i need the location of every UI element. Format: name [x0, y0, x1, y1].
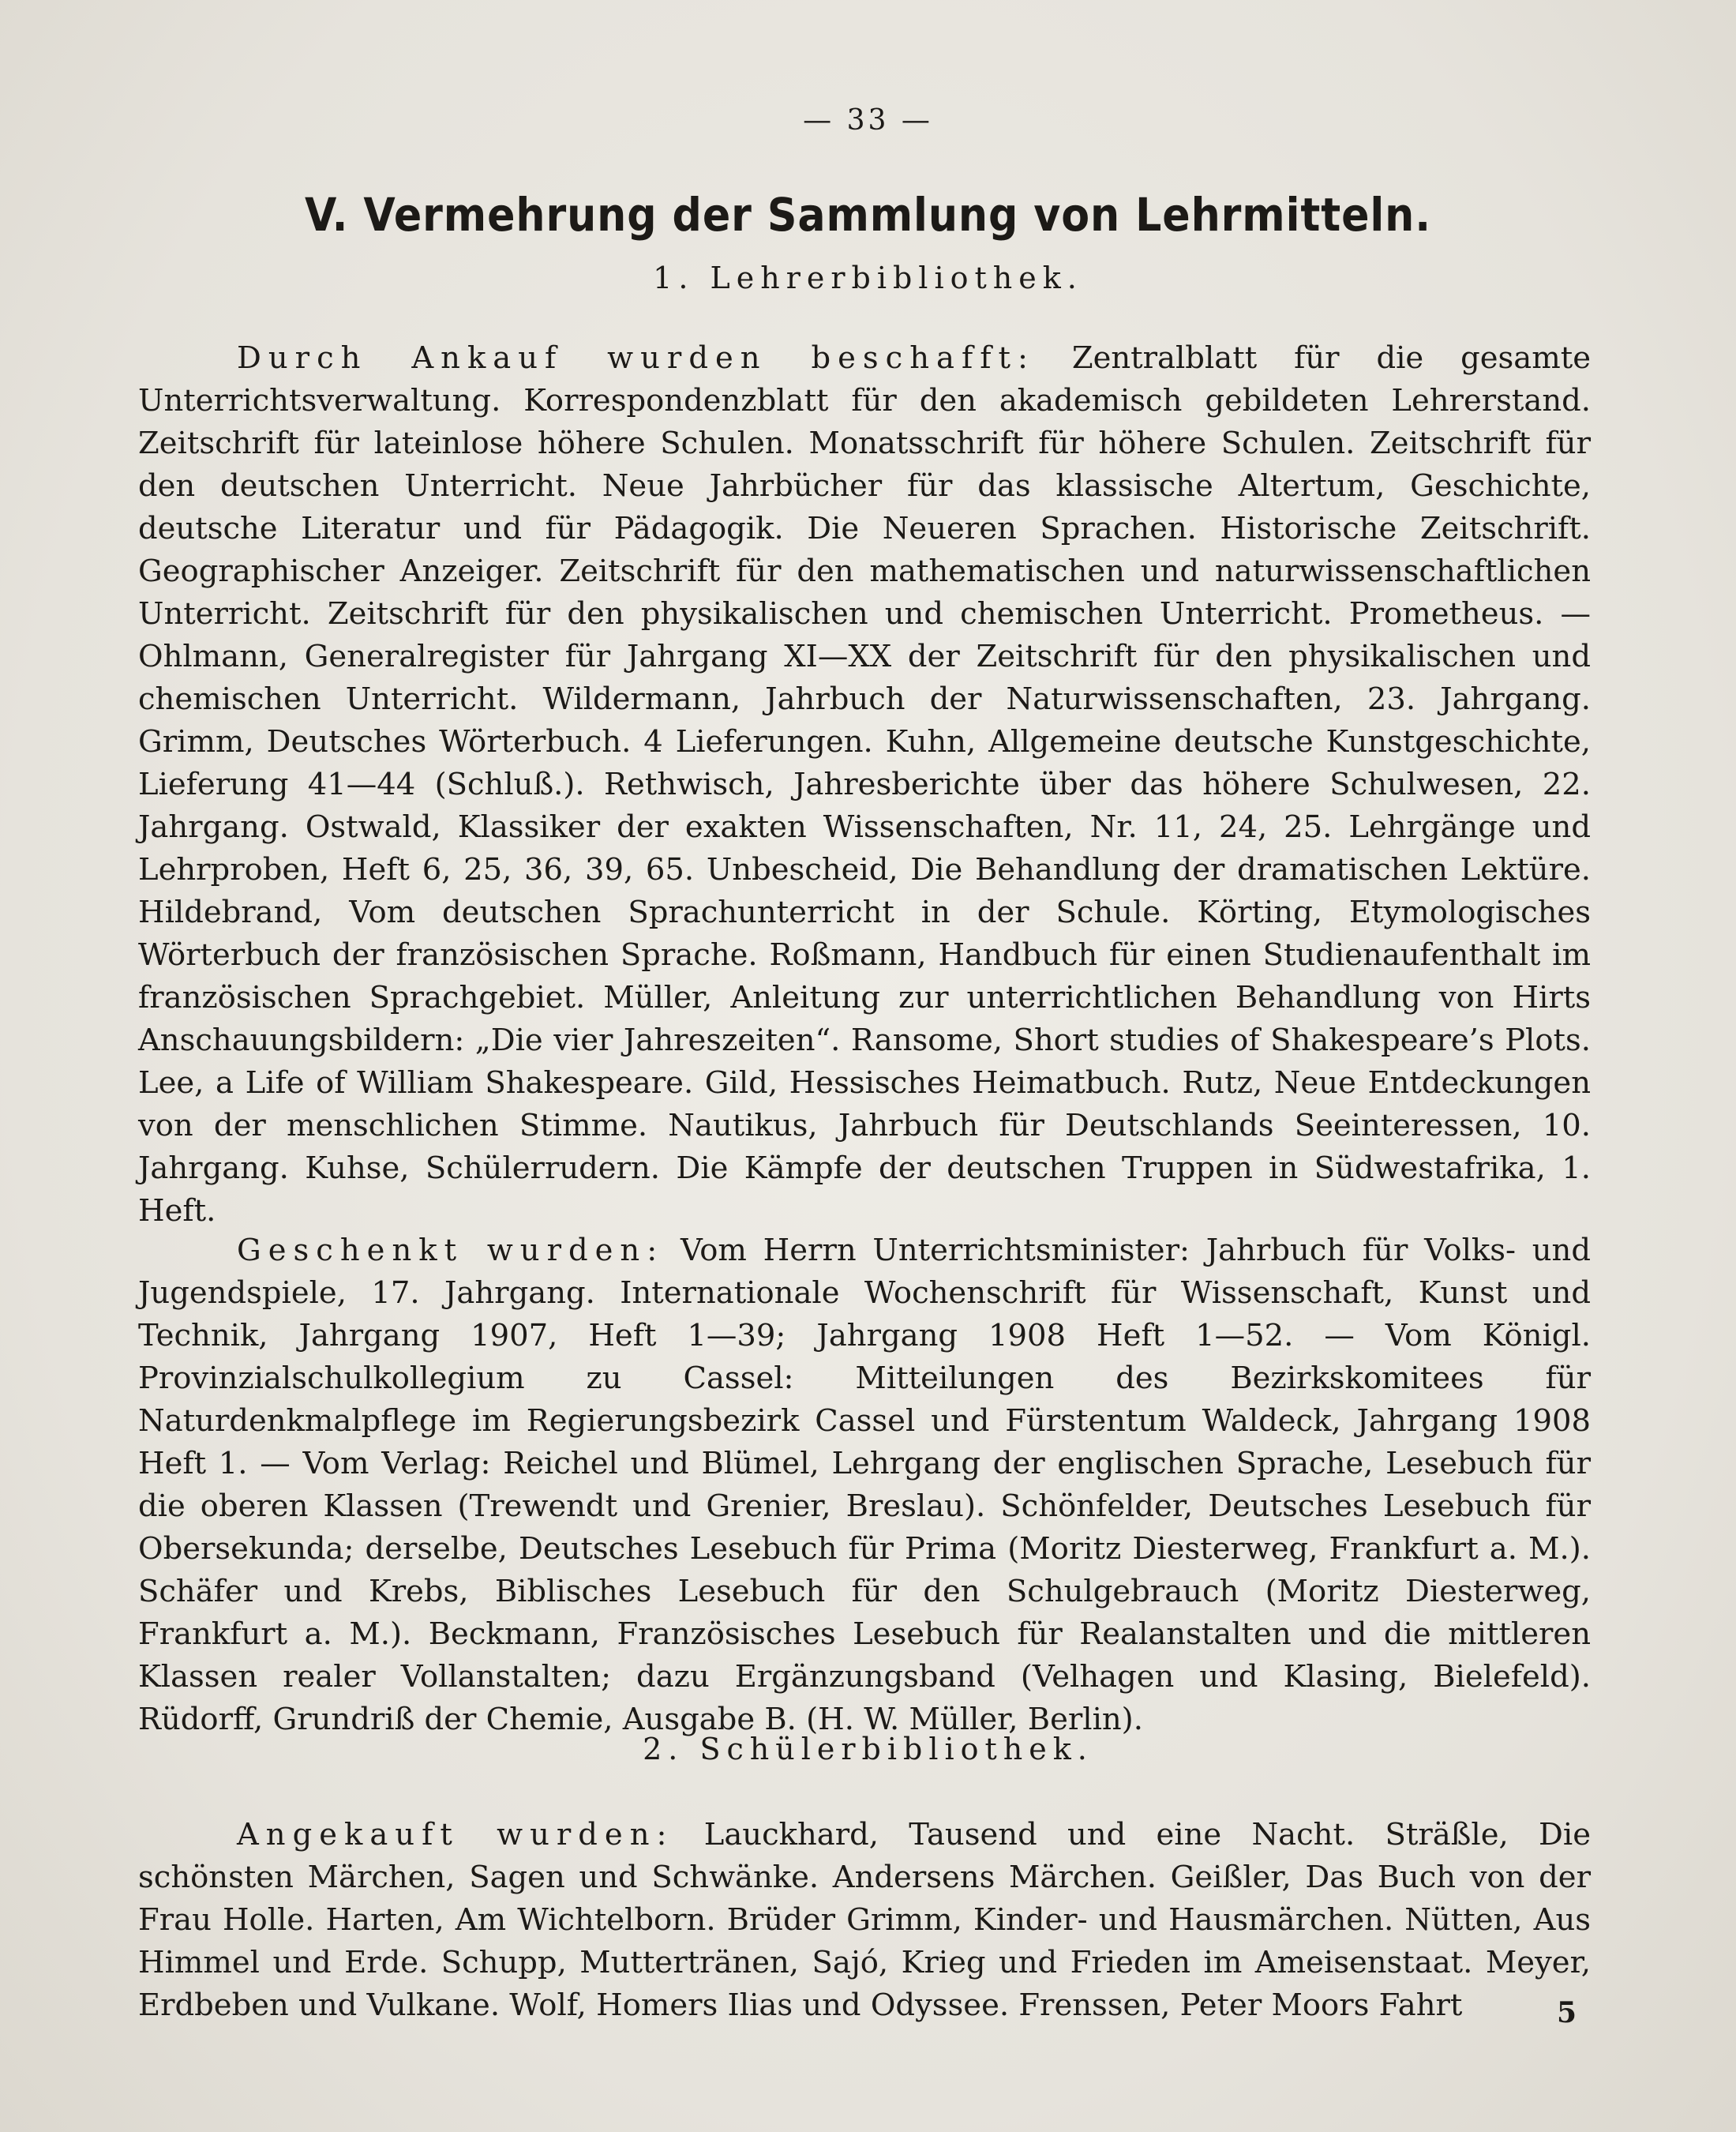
paragraph-purchased-student — [138, 1814, 1591, 2027]
paragraph-lead-label: Geschenkt wurden: — [237, 1232, 665, 1268]
paragraph-body: Vom Herrn Unterrichtsminister: Jahrbuch für Volks- und Jugendspiele, 17. Jahrgang. Internationale Wochenschrift für Wissenschaft, Kunst und Technik, Jahrgang 1907, Heft 1—39; Jahrgang 1908 Heft 1—52. — Vom Königl. Provinzialschulkollegium zu Cassel: Mitteilungen des Bezirkskomitees für Naturdenkmalpflege im Regierungsbezirk Cassel und Fürstentum Waldeck, Jahrgang 1908 Heft 1. — Vom Verlag: Reichel und Blümel, Lehrgang der englischen Sprache, Lesebuch für die oberen Klassen (Trewendt und Grenier, Breslau). Schönfelder, Deutsches Lesebuch für Obersekunda; derselbe, Deutsches Lesebuch für Prima (Moritz Diesterweg, Frankfurt a. M.). Schäfer und Krebs, Biblisches Lesebuch für den Schulgebrauch (Moritz Diesterweg, Frankfurt a. M.). Beckmann, Französisches Lesebuch für Realanstalten und die mittleren Klassen realer Vollanstalten; dazu Ergänzungsband (Velhagen und Klasing, Bielefeld). Rüdorff, Grundriß der Chemie, Ausgabe B. (H. W. Müller, Berlin). — [138, 1232, 1591, 1737]
paragraph-purchased-teacher — [138, 337, 1591, 1233]
paragraph-body: Lauckhard, Tausend und eine Nacht. Sträßle, Die schönsten Märchen, Sagen und Schwänke. Andersens Märchen. Geißler, Das Buch von der Frau Holle. Harten, Am Wichtelborn. Brüder Grimm, Kinder- und Hausmärchen. Nütten, Aus Himmel und Erde. Schupp, Muttertränen, Sajó, Krieg und Frieden im Ameisenstaat. Meyer, Erdbeben und Vulkane. Wolf, Homers Ilias und Odyssee. Frenssen, Peter Moors Fahrt — [138, 1816, 1591, 2023]
page-title: V. Vermehrung der Sammlung von Lehrmitteln. — [305, 188, 1431, 242]
paragraph-gifts — [138, 1229, 1591, 1741]
signature-mark: 5 — [1557, 1996, 1577, 2029]
paragraph-lead-label: Durch Ankauf wurden beschafft: — [237, 340, 1035, 376]
paragraph-lead-label: Angekauft wurden: — [237, 1816, 674, 1852]
section-heading-lehrerbibliothek: 1. Lehrerbibliothek. — [653, 261, 1083, 295]
paragraph-body: Zentralblatt für die gesamte Unterrichtsverwaltung. Korrespondenzblatt für den akademisch gebildeten Lehrerstand. Zeitschrift für lateinlose höhere Schulen. Monatsschrift für höhere Schulen. Zeitschrift für den deutschen Unterricht. Neue Jahrbücher für das klassische Altertum, Geschichte, deutsche Literatur und für Pädagogik. Die Neueren Sprachen. Historische Zeitschrift. Geographischer Anzeiger. Zeitschrift für den mathematischen und naturwissenschaftlichen Unterricht. Zeitschrift für den physikalischen und chemischen Unterricht. Prometheus. — Ohlmann, Generalregister für Jahrgang XI—XX der Zeitschrift für den physikalischen und chemischen Unterricht. Wildermann, Jahrbuch der Naturwissenschaften, 23. Jahrgang. Grimm, Deutsches Wörterbuch. 4 Lieferungen. Kuhn, Allgemeine deutsche Kunstgeschichte, Lieferung 41—44 (Schluß.). Rethwisch, Jahresberichte über das höhere Schulwesen, 22. Jahrgang. Ostwald, Klassiker der exakten Wissenschaften, Nr. 11, 24, 25. Lehrgänge und Lehrproben, Heft 6, 25, 36, 39, 65. Unbescheid, Die Behandlung der dramatischen Lektüre. Hildebrand, Vom deutschen Sprachunterricht in der Schule. Körting, Etymologisches Wörterbuch der französischen Sprache. Roßmann, Handbuch für einen Studienaufenthalt im französischen Sprachgebiet. Müller, Anleitung zur unterrichtlichen Behandlung von Hirts Anschauungsbildern: „Die vier Jahreszeiten“. Ransome, Short studies of Shakespeare’s Plots. Lee, a Life of William Shakespeare. Gild, Hessisches Heimatbuch. Rutz, Neue Entdeckungen von der menschlichen Stimme. Nautikus, Jahrbuch für Deutschlands Seeinteressen, 10. Jahrgang. Kuhse, Schülerrudern. Die Kämpfe der deutschen Truppen in Südwestafrika, 1. Heft. — [138, 340, 1592, 1229]
page-number: — 33 — — [803, 104, 933, 137]
section-heading-schuelerbibliothek: 2. Schülerbibliothek. — [643, 1732, 1093, 1766]
